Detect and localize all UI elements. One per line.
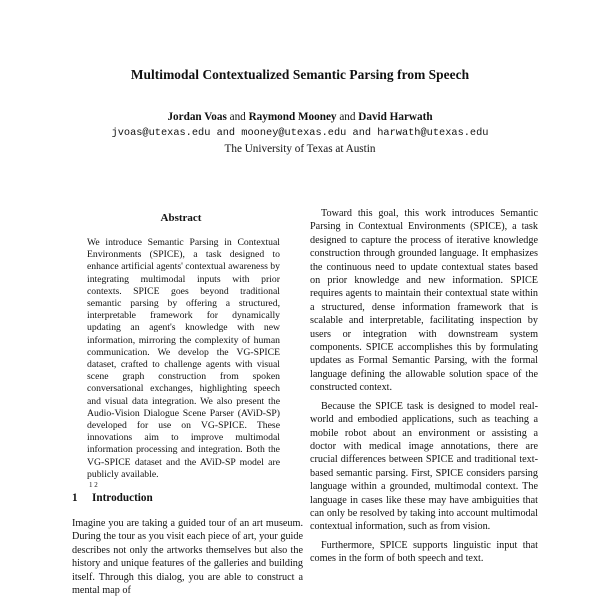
- section-number: 1: [72, 492, 78, 504]
- section-title: Introduction: [92, 492, 153, 504]
- abstract-footnote-marks: 1 2: [89, 481, 98, 490]
- paragraph: Because the SPICE task is designed to model real-world and embodied applications, such as teaching a mobile robot about an environment or assisting a doctor with medical image annotations, there are crucial differences between SPICE and traditional text-based semantic parsing. First, SPICE considers parsing language within a grounded, multimodal context. The language in cases like these may have ambiguities that can only be resolved by taking into account multimodal contextual information, such as from vision.: [310, 400, 538, 533]
- affiliation: The University of Texas at Austin: [224, 143, 376, 155]
- paper-title: Multimodal Contextualized Semantic Parsing from Speech: [130, 67, 470, 82]
- author-name: Jordan Voas: [167, 111, 227, 123]
- paragraph: Toward this goal, this work introduces Semantic Parsing in Contextual Environments (SPICE), a task designed to capture the process of iterative knowledge construction through grounded language. It emphasizes the continuous need to update contextual states based on prior knowledge and new information. SPICE requires agents to maintain their contextual state within a structured, dense information framework that is scalable and interpretable, facilitating inspection by users or integration with downstream system components. SPICE accomplishes this by formulating updates as Formal Semantic Parsing, with the formal language defining the allowable solution space of the constructed context.: [310, 208, 538, 394]
- introduction-body: [72, 517, 303, 597]
- abstract-body: [87, 237, 280, 490]
- abstract-text: We introduce Semantic Parsing in Contextual Environments (SPICE), a task designed to enhance artificial agents' contextual awareness by integrating multimodal inputs with prior contexts. SPICE goes beyond traditional semantic parsing by offering a structured, interpretable framework for dynamically updating an agent's knowledge with new information, mirroring the complexity of human communication. We develop the VG-SPICE dataset, crafted to challenge agents with visual scene graph construction from spoken conversational exchanges, highlighting speech and visual data integration. We also present the Audio-Vision Dialogue Scene Parser (AViD-SP) developed for use on VG-SPICE. These innovations aim to improve multimodal information processing and integration. Both the VG-SPICE dataset and the AViD-SP model are publicly available.: [87, 237, 280, 480]
- right-column: [310, 207, 538, 571]
- paragraph: Imagine you are taking a guided tour of an art museum. During the tour as you visit each piece of art, your guide describes not only the artworks themselves but also the history and unique features of the galleries and building itself. Through this dialog, you are able to construct a mental map of: [72, 518, 303, 597]
- abstract-heading: Abstract: [160, 212, 202, 224]
- author-separator: and: [229, 111, 246, 123]
- author-line: [0, 111, 600, 123]
- section-heading: [72, 492, 302, 504]
- author-separator: and: [339, 111, 356, 123]
- author-name: David Harwath: [358, 111, 433, 123]
- author-emails: jvoas@utexas.edu and mooney@utexas.edu and harwath@utexas.edu: [111, 127, 489, 139]
- paragraph: Furthermore, SPICE supports linguistic input that comes in the form of both speech and text.: [310, 539, 538, 565]
- author-name: Raymond Mooney: [248, 111, 337, 123]
